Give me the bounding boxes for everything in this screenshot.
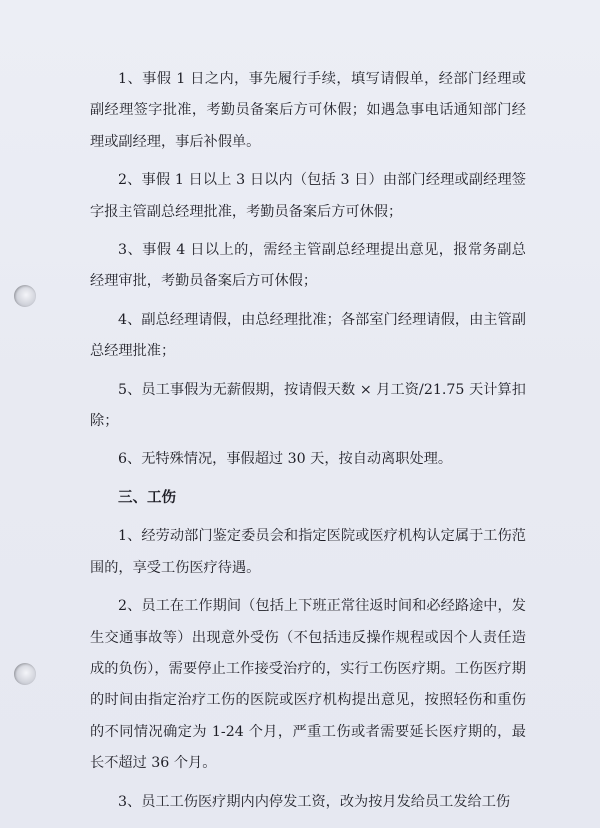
paragraph-injury-3: 3、员工工伤医疗期内内停发工资，改为按月发给员工发给工伤 [118, 793, 511, 810]
paragraph-leave-6: 6、无特殊情况，事假超过 30 天，按自动离职处理。 [118, 451, 453, 468]
document-body [90, 64, 526, 818]
section-heading-work-injury: 三、工伤 [118, 489, 176, 506]
paragraph-injury-2: 2、员工在工作期间（包括上下班正常往返时间和必经路途中，发生交通事故等）出现意外受伤（不包括违反操作规程或因个人责任造成的负伤），需要停止工作接受治疗的，实行工伤医疗期。工伤医疗期的时间由指定治疗工伤的医院或医疗机构提出意见，按照轻伤和重伤的不同情况确定为 1-24 个月，严重工伤或者需要延长医疗期的，最长不超过 36 个月。 [90, 598, 526, 772]
paragraph-leave-1: 1、事假 1 日之内，事先履行手续，填写请假单，经部门经理或副经理签字批准，考勤员备案后方可休假；如遇急事电话通知部门经理或副经理，事后补假单。 [90, 71, 526, 150]
paragraph-leave-4: 4、副总经理请假，由总经理批准；各部室门经理请假，由主管副总经理批准； [90, 311, 526, 360]
paragraph-leave-2: 2、事假 1 日以上 3 日以内（包括 3 日）由部门经理或副经理签字报主管副总经理批准，考勤员备案后方可休假； [90, 172, 526, 220]
punch-hole-bottom [14, 663, 36, 685]
punch-hole-top [14, 285, 36, 307]
paragraph-leave-5: 5、员工事假为无薪假期，按请假天数 × 月工资/21.75 天计算扣除； [90, 381, 526, 430]
paragraph-injury-1: 1、经劳动部门鉴定委员会和指定医院或医疗机构认定属于工伤范围的，享受工伤医疗待遇。 [90, 528, 526, 576]
paragraph-leave-3: 3、事假 4 日以上的，需经主管副总经理提出意见，报常务副总经理审批，考勤员备案后方可休假； [90, 242, 526, 290]
